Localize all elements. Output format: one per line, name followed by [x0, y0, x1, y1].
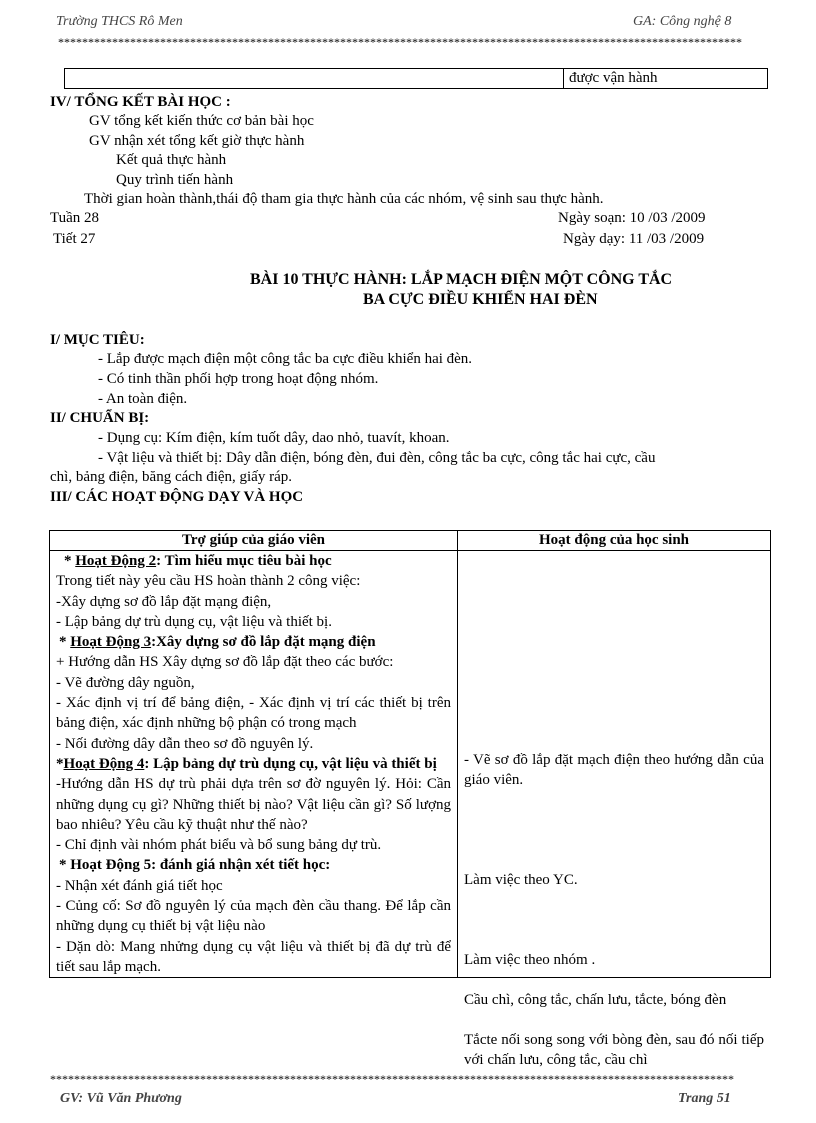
activity-paragraph: - Dặn dò: Mang nhửng dụng cụ vật liệu và thiết bị đã dự trù để tiết sau lắp mạch.: [56, 938, 451, 975]
summary-line: GV tổng kết kiến thức cơ bản bài học: [89, 113, 314, 129]
activity-paragraph: - Xác định vị trí để bảng điện, - Xác định vị trí các thiết bị trên bảng điện, xác định những bộ phận có trong mạch: [56, 695, 451, 732]
week-label: Tuần 28: [50, 210, 100, 226]
summary-heading: IV/ TỔNG KẾT BÀI HỌC :: [50, 94, 231, 110]
preparation-materials: - Vật liệu và thiết bị: Dây dẫn điện, bóng đèn, đui đèn, công tắc ba cực, công tắc hai cực, cầu: [98, 450, 656, 466]
activity-line: - Nối đường dây dẫn theo sơ đồ nguyên lý.: [56, 735, 314, 752]
footer-page-number: Trang 51: [678, 1091, 731, 1106]
summary-line: GV nhận xét tổng kết giờ thực hành: [89, 133, 305, 149]
top-table: [64, 68, 768, 89]
activity-line: - Nhận xét đánh giá tiết học: [56, 877, 223, 894]
objective-item: - An toàn điện.: [98, 391, 188, 407]
student-activity: Làm việc theo nhóm .: [464, 952, 596, 968]
activities-table: [49, 530, 771, 1069]
header-subject: GA: Công nghệ 8: [633, 14, 732, 29]
teacher-column: [50, 551, 458, 978]
student-activity: - Vẽ sơ đồ lắp đặt mạch điện theo hướng dẫn của giáo viên.: [464, 752, 764, 789]
col-header-teacher: Trợ giúp của giáo viên: [50, 531, 458, 551]
student-activity: Làm việc theo YC.: [464, 872, 578, 888]
preparation-heading: II/ CHUẨN BỊ:: [50, 410, 150, 426]
student-column: [458, 551, 771, 1069]
activity-4-title: *Hoạt Động 4: Lập bảng dự trù dụng cụ, vật liệu và thiết bị: [56, 755, 437, 772]
activity-paragraph: -Hướng dẫn HS dự trù phải dựa trên sơ đờ nguyên lý. Hỏi: Cần những dụng cụ gì? Những thiết bị nào? Vật liệu cần gì? Số lượng bao nhiêu? Yêu cầu kỹ thuật như thế nào?: [56, 776, 451, 833]
activity-line: - Chỉ định vài nhóm phát biểu và bổ sung bảng dự trù.: [56, 837, 382, 854]
activities-heading: III/ CÁC HOẠT ĐỘNG DẠY VÀ HỌC: [50, 489, 304, 505]
activity-3-title: * Hoạt Động 3:Xây dựng sơ đồ lắp đặt mạng điện: [59, 634, 376, 651]
activity-line: - Vẽ đường dây nguồn,: [56, 674, 195, 691]
summary-line: Quy trình tiến hành: [116, 172, 234, 188]
student-activity: Cầu chì, công tắc, chấn lưu, tắcte, bóng đèn: [464, 992, 727, 1008]
activity-paragraph: + Hướng dẫn HS Xây dựng sơ đồ lắp đặt theo các bước:: [56, 654, 394, 671]
activity-line: -Xây dựng sơ đồ lắp đặt mạng điện,: [56, 593, 272, 610]
student-activity: Tắcte nối song song với bòng đèn, sau đó nối tiếp với chấn lưu, công tắc, cầu chì: [464, 1032, 764, 1069]
summary-line: Thời gian hoàn thành,thái độ tham gia thực hành của các nhóm, vệ sinh sau thực hành.: [84, 191, 604, 207]
header-divider: ******************************************************************************************************************: [58, 35, 742, 49]
activity-line: - Lập bảng dự trù dụng cụ, vật liệu và thiết bị.: [56, 613, 332, 630]
lesson-title-line2: BA CỰC ĐIỀU KHIỂN HAI ĐÈN: [363, 291, 598, 308]
activity-paragraph: - Củng cố: Sơ đồ nguyên lý của mạch đèn cầu thang. Để lắp cần những dụng cụ thiết bị vật liệu nào: [56, 898, 451, 935]
header-school: Trường THCS Rô Men: [56, 14, 183, 29]
lesson-number: Tiết 27: [53, 231, 96, 247]
activity-line: Trong tiết này yêu cầu HS hoàn thành 2 công việc:: [56, 573, 361, 590]
top-table-cell: được vận hành: [564, 69, 768, 89]
objective-item: - Lắp được mạch điện một công tắc ba cực điều khiển hai đèn.: [98, 351, 473, 367]
summary-line: Kết quả thực hành: [116, 152, 227, 168]
activity-5-title: * Hoạt Động 5: đánh giá nhận xét tiết học:: [59, 857, 331, 874]
footer-divider: ******************************************************************************************************************: [50, 1072, 734, 1086]
teach-date: Ngày dạy: 11 /03 /2009: [563, 231, 705, 247]
preparation-materials-cont: chì, bảng điện, băng cách điện, giấy ráp.: [50, 469, 292, 485]
objectives-heading: I/ MỤC TIÊU:: [50, 332, 145, 348]
activity-2-title: * Hoạt Động 2: Tìm hiểu mục tiêu bài học: [64, 553, 332, 569]
top-table-empty-cell: [65, 69, 564, 89]
prep-date: Ngày soạn: 10 /03 /2009: [558, 210, 706, 226]
lesson-title-line1: BÀI 10 THỰC HÀNH: LẮP MẠCH ĐIỆN MỘT CÔNG TẮC: [250, 271, 673, 288]
col-header-student: Hoạt động của học sinh: [458, 531, 771, 551]
objective-item: - Có tinh thần phối hợp trong hoạt động nhóm.: [98, 371, 379, 387]
preparation-tools: - Dụng cụ: Kím điện, kím tuốt dây, dao nhỏ, tuavít, khoan.: [98, 430, 450, 446]
footer-teacher: GV: Vũ Văn Phương: [60, 1091, 182, 1106]
